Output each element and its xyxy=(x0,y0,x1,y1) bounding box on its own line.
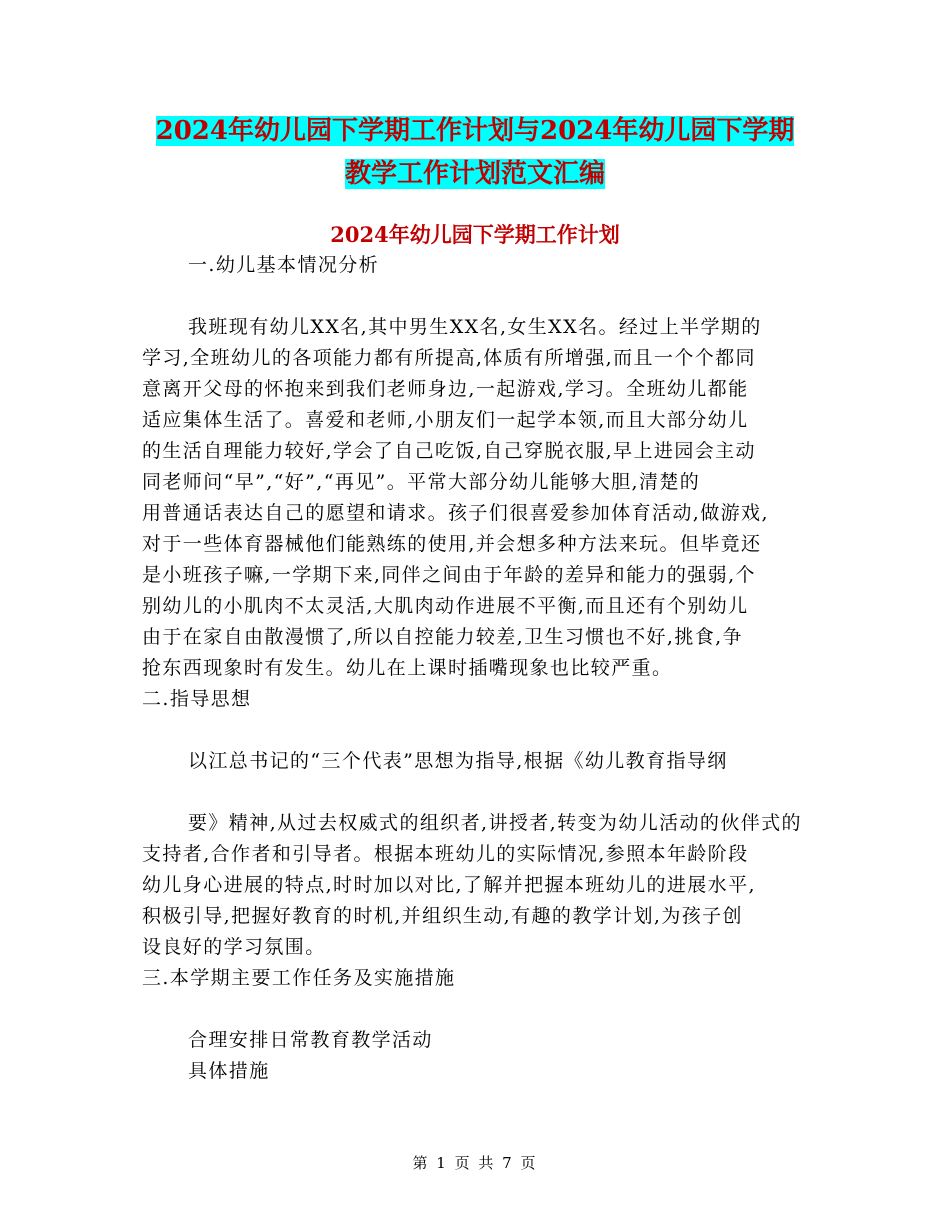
paragraph-line: 三.本学期主要工作任务及实施措施 xyxy=(142,967,456,989)
heading-3: 合理安排日常教育教学活动 xyxy=(188,1029,433,1051)
paragraph-line: 支持者,合作者和引导者。根据本班幼儿的实际情况,参照本年龄阶段 xyxy=(142,843,749,865)
paragraph-line: 我班现有幼儿XX名,其中男生XX名,女生XX名。经过上半学期的 xyxy=(188,316,762,338)
page-footer: 第 1 页 共 7 页 xyxy=(412,1154,538,1172)
heading-2: 以江总书记的“三个代表”思想为指导,根据《幼儿教育指导纲 xyxy=(188,750,728,772)
paragraph-line: 别幼儿的小肌肉不太灵活,大肌肉动作进展不平衡,而且还有个别幼儿 xyxy=(142,595,749,617)
section-title: 2024年幼儿园下学期工作计划 xyxy=(330,222,620,247)
paragraph-line: 用普通话表达自己的愿望和请求。孩子们很喜爱参加体育活动,做游戏, xyxy=(142,502,769,524)
document-title-line-2: 教学工作计划范文汇编 xyxy=(344,159,605,189)
paragraph-line: 学习,全班幼儿的各项能力都有所提高,体质有所增强,而且一个个都同 xyxy=(142,347,756,369)
paragraph-line: 的生活自理能力较好,学会了自己吃饭,自己穿脱衣服,早上进园会主动 xyxy=(142,440,756,462)
paragraph-line: 积极引导,把握好教育的时机,并组织生动,有趣的教学计划,为孩子创 xyxy=(142,905,743,927)
paragraph-line: 二.指导思想 xyxy=(142,688,252,710)
heading-1: 一.幼儿基本情况分析 xyxy=(188,254,380,276)
paragraph-line: 意离开父母的怀抱来到我们老师身边,一起游戏,学习。全班幼儿都能 xyxy=(142,378,749,400)
paragraph-line: 适应集体生活了。喜爱和老师,小朋友们一起学本领,而且大部分幼儿 xyxy=(142,409,749,431)
paragraph-line: 设良好的学习氛围。 xyxy=(142,936,326,958)
paragraph-line: 是小班孩子嘛,一学期下来,同伴之间由于年龄的差异和能力的强弱,个 xyxy=(142,564,756,586)
paragraph-line: 同老师问“早”,“好”,“再见”。平常大部分幼儿能够大胆,清楚的 xyxy=(142,471,701,493)
paragraph-line: 幼儿身心进展的特点,时时加以对比,了解并把握本班幼儿的进展水平, xyxy=(142,874,756,896)
paragraph-line: 由于在家自由散漫惯了,所以自控能力较差,卫生习惯也不好,挑食,争 xyxy=(142,626,743,648)
paragraph-line: 要》精神,从过去权威式的组织者,讲授者,转变为幼儿活动的伙伴式的 xyxy=(188,812,802,834)
paragraph-line: 具体措施 xyxy=(188,1060,270,1082)
document-title-line-1: 2024年幼儿园下学期工作计划与2024年幼儿园下学期 xyxy=(155,116,795,146)
paragraph-line: 对于一些体育器械他们能熟练的使用,并会想多种方法来玩。但毕竟还 xyxy=(142,533,762,555)
paragraph-line: 抢东西现象时有发生。幼儿在上课时插嘴现象也比较严重。 xyxy=(142,657,673,679)
